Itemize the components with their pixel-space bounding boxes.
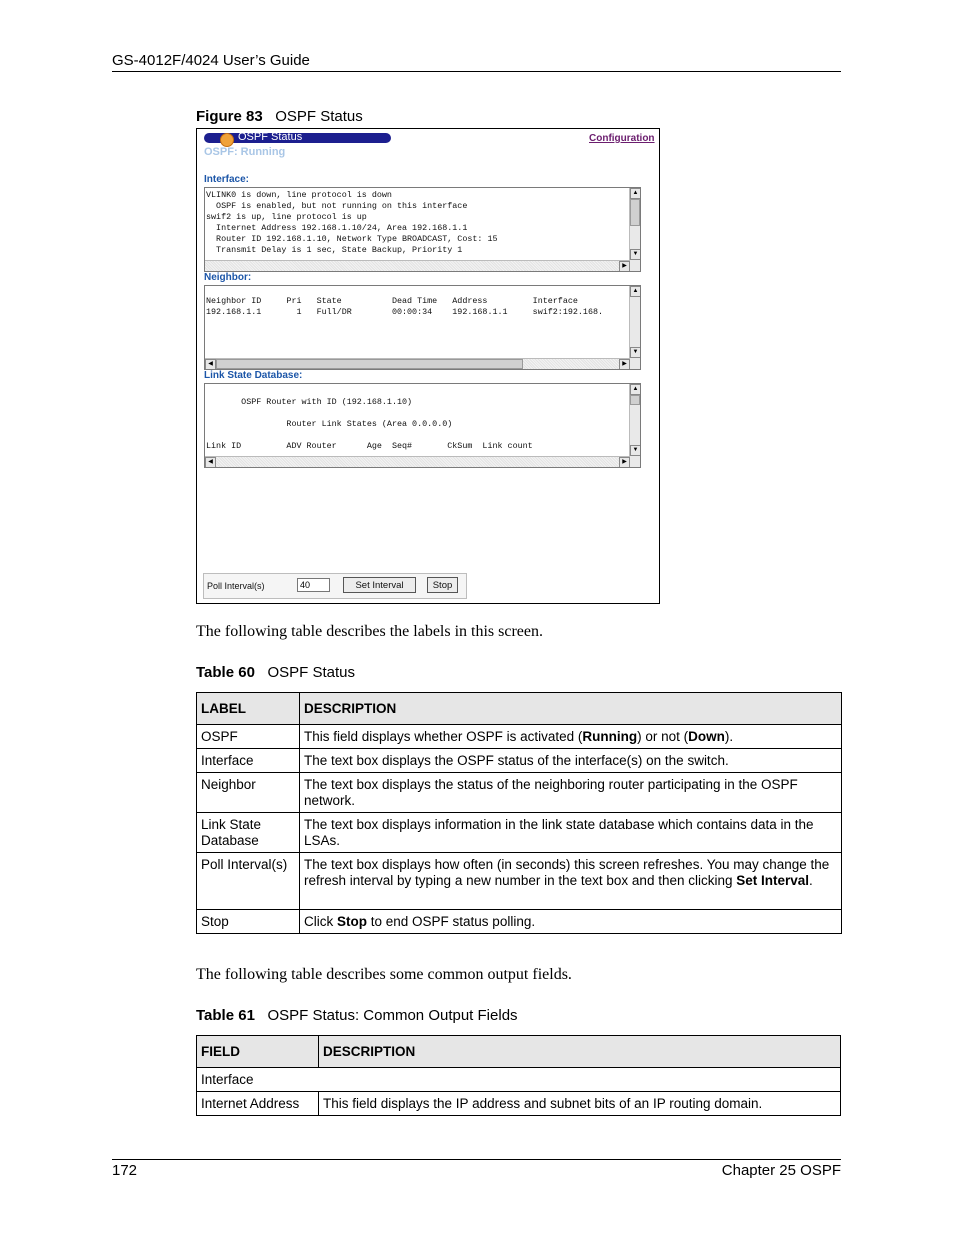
row-label: Stop xyxy=(197,910,300,934)
table-row xyxy=(197,773,842,813)
figure-caption xyxy=(196,108,363,125)
scroll-right-icon[interactable]: ▶ xyxy=(619,457,630,468)
lsdb-text: OSPF Router with ID (192.168.1.10) Router Link States (Area 0.0.0.0) Link ID ADV Router Age Seq# CkSum Link count xyxy=(206,397,533,451)
chapter-title: Chapter 25 OSPF xyxy=(721,1162,841,1179)
desc-text: ). xyxy=(724,729,734,744)
figure-caption-label: Figure 83 xyxy=(196,108,263,125)
row-description: This field displays the IP address and subnet bits of an IP routing domain. xyxy=(319,1092,841,1116)
poll-interval-bar xyxy=(203,573,467,599)
desc-bold: Stop xyxy=(337,914,367,929)
desc-text: ) or not ( xyxy=(637,729,689,744)
row-description xyxy=(300,910,842,934)
row-description: The text box displays the status of the neighboring router participating in the OSPF network. xyxy=(300,773,842,813)
scroll-left-icon[interactable]: ◀ xyxy=(205,457,216,468)
table-header-row xyxy=(197,1036,841,1068)
neighbor-text: Neighbor ID Pri State Dead Time Address Interface 192.168.1.1 1 Full/DR 00:00:34 192.168.1.1 swif2:192.168. xyxy=(206,296,604,317)
header-rule xyxy=(112,71,841,72)
table61-caption-label: Table 61 xyxy=(196,1007,255,1024)
scroll-right-icon[interactable]: ▶ xyxy=(619,359,630,370)
neighbor-vertical-scrollbar[interactable] xyxy=(629,286,640,369)
row-label: Interface xyxy=(197,749,300,773)
scroll-thumb[interactable] xyxy=(216,359,523,369)
neighbor-horizontal-scrollbar[interactable] xyxy=(205,358,630,369)
description-column-header: DESCRIPTION xyxy=(300,693,842,725)
poll-interval-input[interactable] xyxy=(297,578,330,592)
table60 xyxy=(196,692,842,934)
row-label: Link State Database xyxy=(197,813,300,853)
neighbor-textbox[interactable] xyxy=(204,285,641,370)
table-row xyxy=(197,749,842,773)
interface-text: VLINK0 is down, line protocol is down OSPF is enabled, but not running on this interface swif2 is up, line protocol is up Internet Address 192.168.1.10/24, Area 192.168.1.1 Router ID 192.168.1.10, Network Type BROADCAST, Cost: 15 Transmit Delay is 1 sec, State Backup, Priority 1 xyxy=(206,190,498,255)
row-description: The text box displays the OSPF status of the interface(s) on the switch. xyxy=(300,749,842,773)
desc-bold: Down xyxy=(688,729,725,744)
lsdb-textbox[interactable] xyxy=(204,383,641,468)
row-label: Poll Interval(s) xyxy=(197,853,300,910)
ospf-status-tab[interactable] xyxy=(204,133,391,143)
footer-rule xyxy=(112,1159,841,1160)
table-row xyxy=(197,725,842,749)
neighbor-section-label: Neighbor: xyxy=(204,272,252,283)
label-column-header: LABEL xyxy=(197,693,300,725)
table61-caption-text: OSPF Status: Common Output Fields xyxy=(267,1007,518,1024)
desc-text: . xyxy=(809,873,813,888)
group-row-label: Interface xyxy=(197,1068,841,1092)
row-label: Neighbor xyxy=(197,773,300,813)
desc-text: Click xyxy=(304,914,337,929)
table60-caption xyxy=(196,664,355,681)
ospf-tab-icon xyxy=(220,133,234,147)
scroll-thumb[interactable] xyxy=(630,395,640,405)
row-label: OSPF xyxy=(197,725,300,749)
intro-paragraph-2: The following table describes some common output fields. xyxy=(196,966,572,983)
page-number: 172 xyxy=(112,1162,138,1179)
scroll-up-icon[interactable]: ▲ xyxy=(630,384,641,395)
poll-interval-label: Poll Interval(s) xyxy=(207,581,265,591)
table60-caption-text: OSPF Status xyxy=(267,664,355,681)
scroll-down-icon[interactable]: ▼ xyxy=(630,249,641,260)
scroll-right-icon[interactable]: ▶ xyxy=(619,261,630,272)
interface-horizontal-scrollbar[interactable] xyxy=(205,260,630,271)
table61-caption xyxy=(196,1007,518,1024)
table-header-row xyxy=(197,693,842,725)
ospf-running-status: OSPF: Running xyxy=(204,146,286,158)
document-header-title: GS-4012F/4024 User’s Guide xyxy=(112,52,310,69)
scroll-down-icon[interactable]: ▼ xyxy=(630,347,641,358)
table-row xyxy=(197,1092,841,1116)
interface-textbox[interactable] xyxy=(204,187,641,272)
interface-section-label: Interface: xyxy=(204,174,250,185)
field-column-header: FIELD xyxy=(197,1036,319,1068)
row-description: The text box displays information in the link state database which contains data in the LSAs. xyxy=(300,813,842,853)
interface-vertical-scrollbar[interactable] xyxy=(629,188,640,271)
table-row xyxy=(197,813,842,853)
scroll-up-icon[interactable]: ▲ xyxy=(630,188,641,199)
lsdb-section-label: Link State Database: xyxy=(204,370,303,381)
desc-text: The text box displays how often (in seconds) this screen refreshes. You may change the refresh interval by typing a new number in the text box and then clicking xyxy=(304,857,830,888)
stop-button[interactable]: Stop xyxy=(427,577,458,593)
description-column-header: DESCRIPTION xyxy=(319,1036,841,1068)
scroll-up-icon[interactable]: ▲ xyxy=(630,286,641,297)
lsdb-horizontal-scrollbar[interactable] xyxy=(205,456,630,467)
lsdb-vertical-scrollbar[interactable] xyxy=(629,384,640,467)
desc-text: to end OSPF status polling. xyxy=(367,914,536,929)
row-field: Internet Address xyxy=(197,1092,319,1116)
scroll-down-icon[interactable]: ▼ xyxy=(630,445,641,456)
desc-text: This field displays whether OSPF is activated ( xyxy=(304,729,583,744)
set-interval-button[interactable]: Set Interval xyxy=(343,577,416,593)
ospf-status-screenshot xyxy=(196,128,660,604)
intro-paragraph-1: The following table describes the labels in this screen. xyxy=(196,623,544,640)
figure-caption-text: OSPF Status xyxy=(275,108,363,125)
scroll-left-icon[interactable]: ◀ xyxy=(205,359,216,370)
configuration-link[interactable]: Configuration xyxy=(589,133,655,144)
table-group-row xyxy=(197,1068,841,1092)
ospf-tab-label: OSPF Status xyxy=(238,131,303,143)
table-row xyxy=(197,853,842,910)
scroll-thumb[interactable] xyxy=(630,199,640,226)
desc-bold: Running xyxy=(582,729,638,744)
desc-bold: Set Interval xyxy=(736,873,810,888)
row-description xyxy=(300,853,842,910)
table61 xyxy=(196,1035,841,1116)
table-row xyxy=(197,910,842,934)
table60-caption-label: Table 60 xyxy=(196,664,255,681)
row-description xyxy=(300,725,842,749)
